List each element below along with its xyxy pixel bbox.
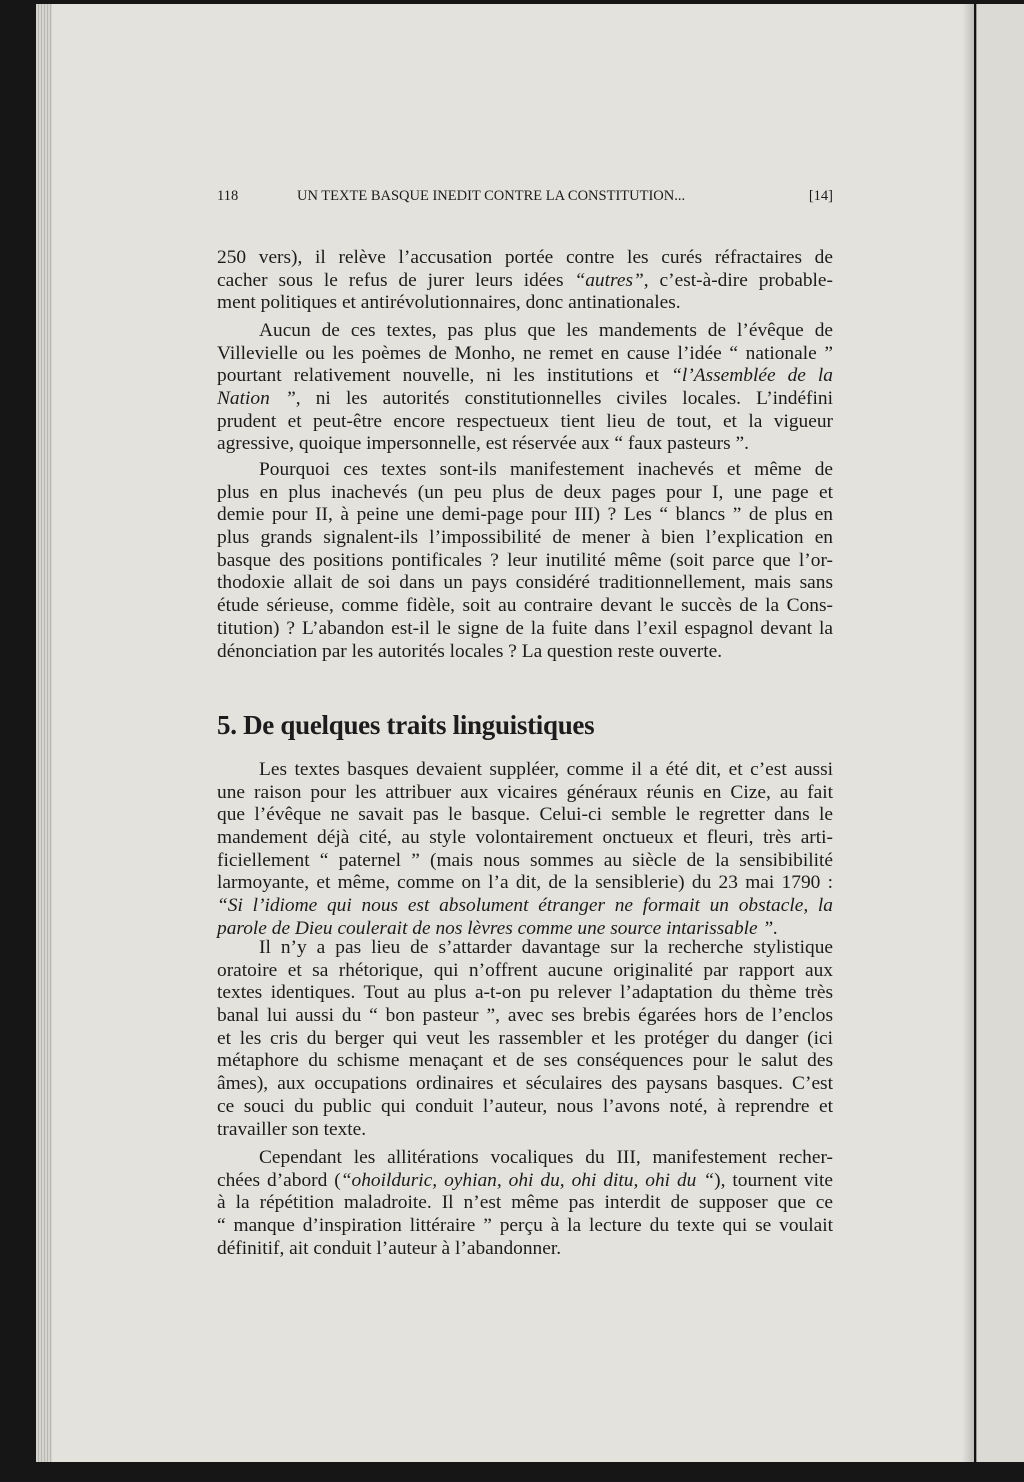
- text-line: et les cris du berger qui veut les rassembler et les protéger du danger (ici: [217, 1027, 833, 1049]
- text-line: Cependant les allitérations vocaliques du III, manifestement recher-: [259, 1147, 833, 1168]
- running-title: UN TEXTE BASQUE INEDIT CONTRE LA CONSTITUTION...: [297, 188, 686, 204]
- text-line: basque des positions pontificales ? leur inutilité même (soit parce que l’or-: [217, 549, 833, 571]
- facing-page-edge: [976, 4, 1024, 1462]
- section-reference: [14]: [808, 188, 833, 204]
- text-line: Aucun de ces textes, pas plus que les mandements de l’évêque de: [259, 320, 833, 341]
- text-line: ficiellement “ paternel ” (mais nous sommes au siècle de la sensibibilité: [217, 849, 833, 871]
- text-line: plus grands signalent-ils l’impossibilité de mener à bien l’explication en: [217, 527, 833, 549]
- running-header: [217, 188, 833, 208]
- italic-quote: parole de Dieu coulerait de nos lèvres comme une source intarissable ”.: [217, 917, 779, 939]
- paragraph-5: [217, 937, 833, 1141]
- text-line: thodoxie allait de soi dans un pays considéré traditionnellement, mais sans: [217, 572, 833, 594]
- text-line: à la répétition maladroite. Il n’est même pas interdit de supposer que ce: [217, 1192, 833, 1214]
- text-line: définitif, ait conduit l’auteur à l’abandonner.: [217, 1237, 562, 1259]
- text-line: agressive, quoique impersonnelle, est réservée aux “ faux pasteurs ”.: [217, 433, 749, 455]
- text-line: chées d’abord (“ohoilduric, oyhian, ohi du, ohi ditu, ohi du “), tournent vite: [217, 1169, 834, 1191]
- text-line: titution) ? L’abandon est-il le signe de la fuite dans l’exil espagnol devant la: [217, 617, 833, 639]
- section-heading: 5. De quelques traits linguistiques: [217, 710, 595, 740]
- italic-quote: “Si l’idiome qui nous est absolument étranger ne formait un obstacle, la: [217, 895, 833, 917]
- text-line: Villevielle ou les poèmes de Monho, ne remet en cause l’idée “ nationale ”: [217, 342, 833, 364]
- text-line: demie pour II, à peine une demi-page pour III) ? Les “ blancs ” de plus en: [217, 504, 833, 526]
- text-line: banal lui aussi du “ bon pasteur ”, avec ses brebis égarées hors de l’enclos: [217, 1005, 833, 1027]
- text-line: ment politiques et antirévolutionnaires, donc antinationales.: [217, 292, 681, 314]
- paragraph-1: [217, 247, 833, 315]
- paragraph-2: [217, 320, 833, 456]
- page-number: 118: [217, 188, 239, 204]
- text-line: Les textes basques devaient suppléer, comme il a été dit, et c’est aussi: [259, 759, 833, 780]
- text-line: cacher sous le refus de jurer leurs idées “autres”, c’est-à-dire probable-: [217, 269, 833, 291]
- italic-quote: “ohoilduric, oyhian, ohi du, ohi ditu, ohi du “: [340, 1169, 715, 1191]
- paragraph-3: [217, 459, 833, 663]
- text-line: étude sérieuse, comme fidèle, soit au contraire devant le succès de la Cons-: [217, 595, 833, 617]
- italic-quote: Nation ”: [217, 388, 296, 410]
- paragraph-6: [217, 1147, 833, 1260]
- page-stack-edges: [36, 4, 52, 1462]
- text-line: dénonciation par les autorités locales ? La question reste ouverte.: [217, 640, 723, 662]
- text-line: Il n’y a pas lieu de s’attarder davantage sur la recherche stylistique: [259, 937, 833, 958]
- text-line: mandement déjà cité, au style volontairement onctueux et fleuri, très arti-: [217, 827, 833, 849]
- text-line: Pourquoi ces textes sont-ils manifestement inachevés et même de: [259, 459, 833, 480]
- text-line: “ manque d’inspiration littéraire ” perçu à la lecture du texte qui se voulait: [217, 1215, 833, 1237]
- paragraph-4: [217, 759, 833, 941]
- text-line: ce souci du public qui conduit l’auteur, nous l’avons noté, à reprendre et: [217, 1095, 833, 1117]
- text-line: métaphore du schisme menaçant et de ses conséquences pour le salut des: [217, 1050, 833, 1072]
- italic-quote: “autres”: [574, 269, 644, 291]
- text-line: Nation ”, ni les autorités constitutionnelles civiles locales. L’indéfini: [217, 388, 833, 410]
- book-gutter-shadow: [962, 4, 976, 1462]
- text-line: textes identiques. Tout au plus a-t-on pu relever l’adaptation du thème très: [217, 982, 833, 1004]
- text-line: travailler son texte.: [217, 1118, 367, 1140]
- text-line: larmoyante, et même, comme on l’a dit, de la sensiblerie) du 23 mai 1790 :: [217, 872, 833, 894]
- text-line: pourtant relativement nouvelle, ni les institutions et “l’Assemblée de la: [217, 365, 833, 387]
- text-line: une raison pour les attribuer aux vicaires généraux réunis en Cize, au fait: [217, 781, 833, 803]
- text-line: plus en plus inachevés (un peu plus de deux pages pour I, une page et: [217, 481, 833, 503]
- text-line: oratoire et sa rhétorique, qui n’offrent aucune originalité par rapport aux: [217, 959, 833, 981]
- italic-quote: “l’Assemblée de la: [671, 365, 833, 387]
- text-line: [217, 895, 833, 918]
- text-line: 250 vers), il relève l’accusation portée contre les curés réfractaires de: [217, 247, 833, 268]
- text-line: prudent et peut-être encore respectueux tient lieu de tout, et la vigueur: [217, 410, 833, 432]
- text-line: âmes), aux occupations ordinaires et séculaires des paysans basques. C’est: [217, 1073, 833, 1095]
- text-line: que l’évêque ne savait pas le basque. Celui-ci semble le regretter dans le: [217, 804, 833, 826]
